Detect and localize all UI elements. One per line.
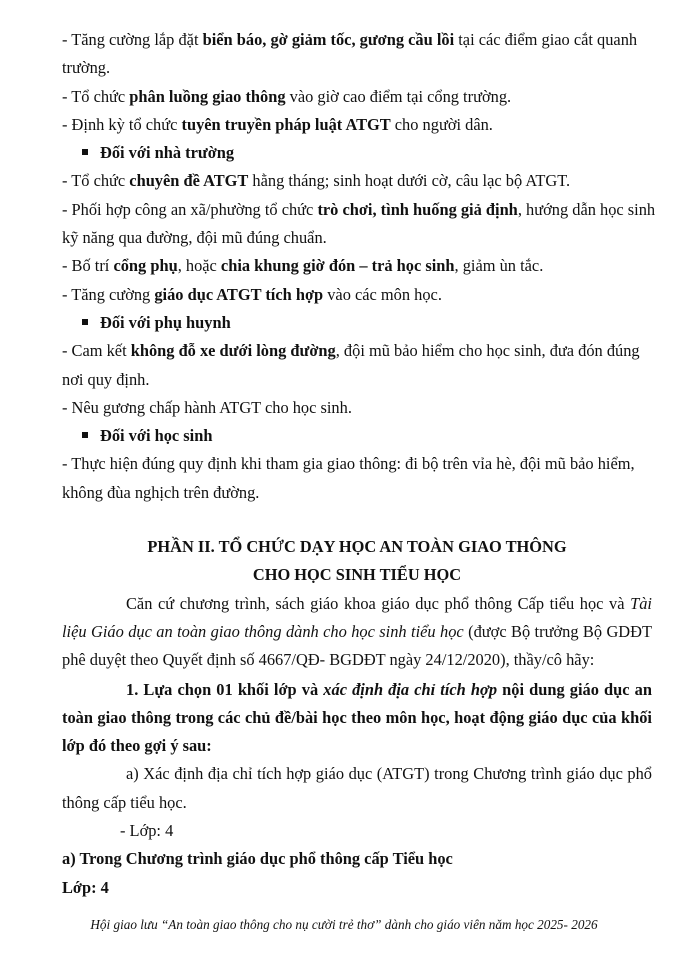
parents-item-2: - Nêu gương chấp hành ATGT cho học sinh. — [62, 397, 352, 417]
question-1a: a) Xác định địa chỉ tích hợp giáo dục (ATGT) trong Chương trình giáo dục phổ thông cấp tiểu học. — [62, 764, 652, 812]
measure-signage-cont: trường. — [62, 58, 111, 78]
heading-parents: Đối với phụ huynh — [62, 309, 652, 337]
measure-traffic-flow: - Tổ chức phân luồng giao thông vào giờ cao điểm tại cổng trường. — [62, 86, 512, 106]
parents-item-1: - Cam kết không đỗ xe dưới lòng đường, đội mũ bảo hiểm cho học sinh, đưa đón đúng — [62, 341, 640, 361]
students-item-1-cont: không đùa nghịch trên đường. — [62, 482, 260, 502]
school-item-1: - Tổ chức chuyên đề ATGT hằng tháng; sinh hoạt dưới cờ, câu lạc bộ ATGT. — [62, 171, 571, 191]
students-item-1: - Thực hiện đúng quy định khi tham gia giao thông: đi bộ trên vỉa hè, đội mũ bảo hiểm, — [62, 454, 635, 474]
heading-students: Đối với học sinh — [62, 422, 652, 450]
parents-item-1-cont: nơi quy định. — [62, 369, 150, 389]
part2-title-line2: CHO HỌC SINH TIỂU HỌC — [252, 565, 462, 585]
part2-title-line1: PHẦN II. TỔ CHỨC DẠY HỌC AN TOÀN GIAO THÔNG — [147, 537, 567, 557]
school-item-2: - Phối hợp công an xã/phường tổ chức trò chơi, tình huống giả định, hướng dẫn học sinh — [62, 199, 656, 219]
document-page — [62, 26, 656, 902]
heading-school: Đối với nhà trường — [62, 139, 652, 167]
part2-intro-paragraph: Căn cứ chương trình, sách giáo khoa giáo dục phổ thông Cấp tiểu học và Tài liệu Giáo dục an toàn giao thông dành cho học sinh tiểu học (được Bộ trưởng Bộ GDĐT phê duyệt theo Quyết định số 4667/QĐ- BGDĐT ngày 24/12/2020), thầy/cô hãy: — [62, 593, 652, 670]
school-item-2-cont: kỹ năng qua đường, đội mũ đúng chuẩn. — [62, 228, 327, 248]
grade-bold: Lớp: 4 — [62, 877, 109, 897]
question-1: 1. Lựa chọn 01 khối lớp và xác định địa chỉ tích hợp nội dung giáo dục an toàn giao thông trong các chủ đề/bài học theo môn học, hoạt động giáo dục của khối lớp đó theo gợi ý sau: — [62, 679, 652, 756]
sub-heading: a) Trong Chương trình giáo dục phổ thông cấp Tiểu học — [62, 849, 453, 869]
square-bullet-icon — [82, 319, 88, 325]
page-footer: Hội giao lưu “An toàn giao thông cho nụ cười trẻ thơ” dành cho giáo viên năm học 2025- 2026 — [90, 917, 598, 932]
school-item-3: - Bố trí cổng phụ, hoặc chia khung giờ đón – trả học sinh, giảm ùn tắc. — [62, 256, 544, 276]
school-item-4: - Tăng cường giáo dục ATGT tích hợp vào các môn học. — [62, 284, 442, 304]
grade-line: - Lớp: 4 — [120, 821, 174, 841]
measure-signage: - Tăng cường lắp đặt biển báo, gờ giảm tốc, gương cầu lồi tại các điểm giao cắt quanh — [62, 30, 638, 49]
measure-propaganda: - Định kỳ tổ chức tuyên truyền pháp luật ATGT cho người dân. — [62, 114, 493, 134]
square-bullet-icon — [82, 432, 88, 438]
square-bullet-icon — [82, 149, 88, 155]
